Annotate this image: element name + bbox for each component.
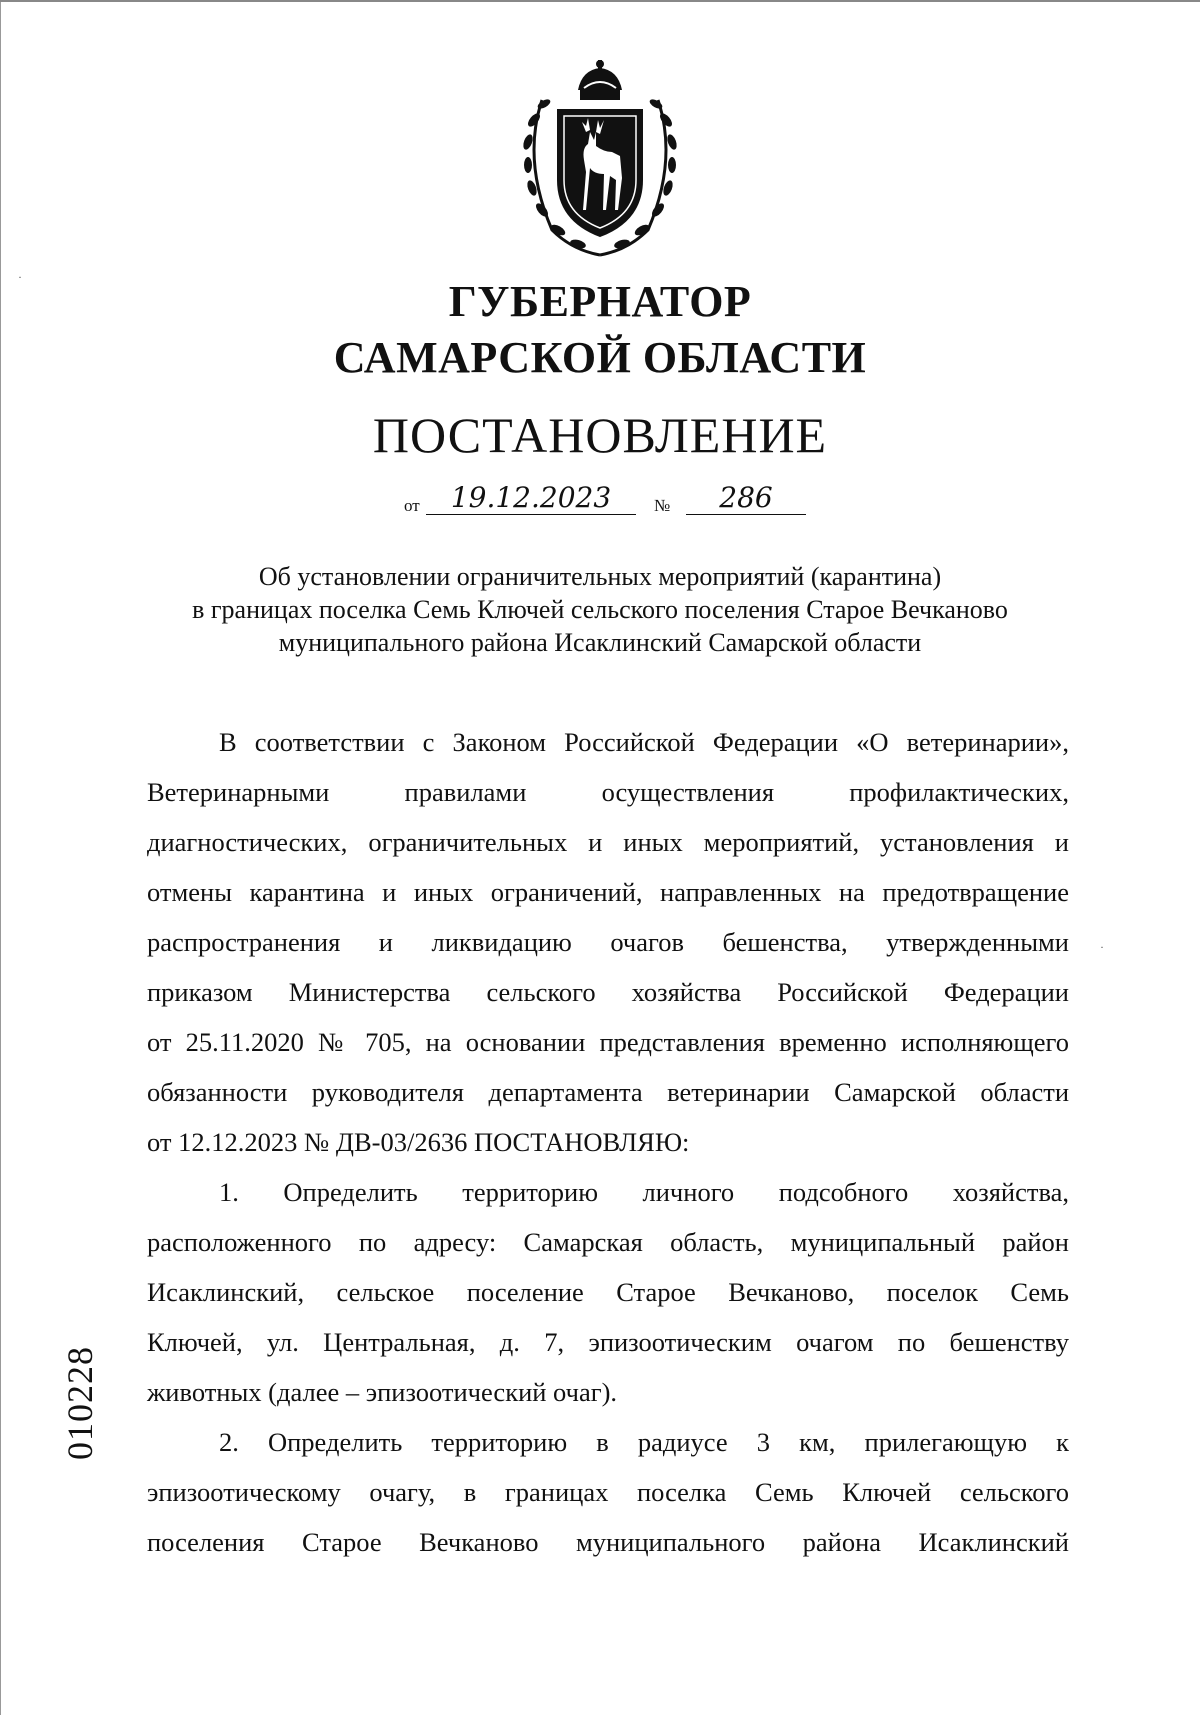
body-line: от 12.12.2023 № ДВ-03/2636 ПОСТАНОВЛЯЮ: — [147, 1127, 690, 1157]
scan-speck: · — [18, 270, 22, 284]
subject-line: Об установлении ограничительных мероприятий (карантина) — [258, 562, 942, 591]
body-line: животных (далее – эпизоотический очаг). — [147, 1377, 618, 1407]
body-line: Ключей, ул. Центральная, д. 7, эпизоотическим очагом по бешенству — [147, 1327, 1069, 1357]
body-line: эпизоотическому очагу, в границах поселка Семь Ключей сельского — [147, 1477, 1069, 1507]
scan-speck: · — [1100, 940, 1104, 954]
scan-top-line — [0, 0, 1200, 2]
body-line: распространения и ликвидацию очагов бешенства, утвержденными — [147, 927, 1069, 957]
body-line: 1. Определить территорию личного подсобного хозяйства, — [219, 1177, 1069, 1207]
date-number-line — [404, 482, 804, 522]
body-line: отмены карантина и иных ограничений, направленных на предотвращение — [147, 877, 1069, 907]
body-line: В соответствии с Законом Российской Федерации «О ветеринарии», — [219, 727, 1069, 757]
issuer-title-line2: САМАРСКОЙ ОБЛАСТИ — [333, 333, 867, 382]
samara-coat-of-arms-emblem — [512, 60, 688, 260]
body-line: Исаклинский, сельское поселение Старое Вечканово, поселок Семь — [147, 1277, 1069, 1307]
scan-edge-line — [0, 0, 1, 1715]
body-line: Ветеринарными правилами осуществления профилактических, — [147, 777, 1069, 807]
body-line: приказом Министерства сельского хозяйства Российской Федерации — [147, 977, 1069, 1007]
document-type-title: ПОСТАНОВЛЕНИЕ — [372, 407, 828, 463]
number-label: № — [654, 496, 671, 515]
date-prefix: от — [404, 496, 420, 515]
subject-line: муниципального района Исаклинский Самарской области — [278, 628, 922, 657]
body-line: 2. Определить территорию в радиусе 3 км, прилегающую к — [219, 1427, 1069, 1457]
document-subject — [120, 560, 1080, 659]
body-line: обязанности руководителя департамента ветеринарии Самарской области — [147, 1077, 1069, 1107]
handwritten-date: 19.12.2023 — [426, 482, 636, 515]
issuer-title-line1: ГУБЕРНАТОР — [448, 277, 752, 326]
body-line: поселения Старое Вечканово муниципального района Исаклинский — [147, 1527, 1069, 1557]
handwritten-number: 286 — [686, 482, 806, 515]
subject-line: в границах поселка Семь Ключей сельского поселения Старое Вечканово — [192, 595, 1008, 624]
body-line: от 25.11.2020 № 705, на основании представления временно исполняющего — [147, 1027, 1069, 1057]
registration-number: 010228 — [60, 1346, 100, 1460]
body-line: диагностических, ограничительных и иных мероприятий, установления и — [147, 827, 1069, 857]
body-line: расположенного по адресу: Самарская область, муниципальный район — [147, 1227, 1069, 1257]
